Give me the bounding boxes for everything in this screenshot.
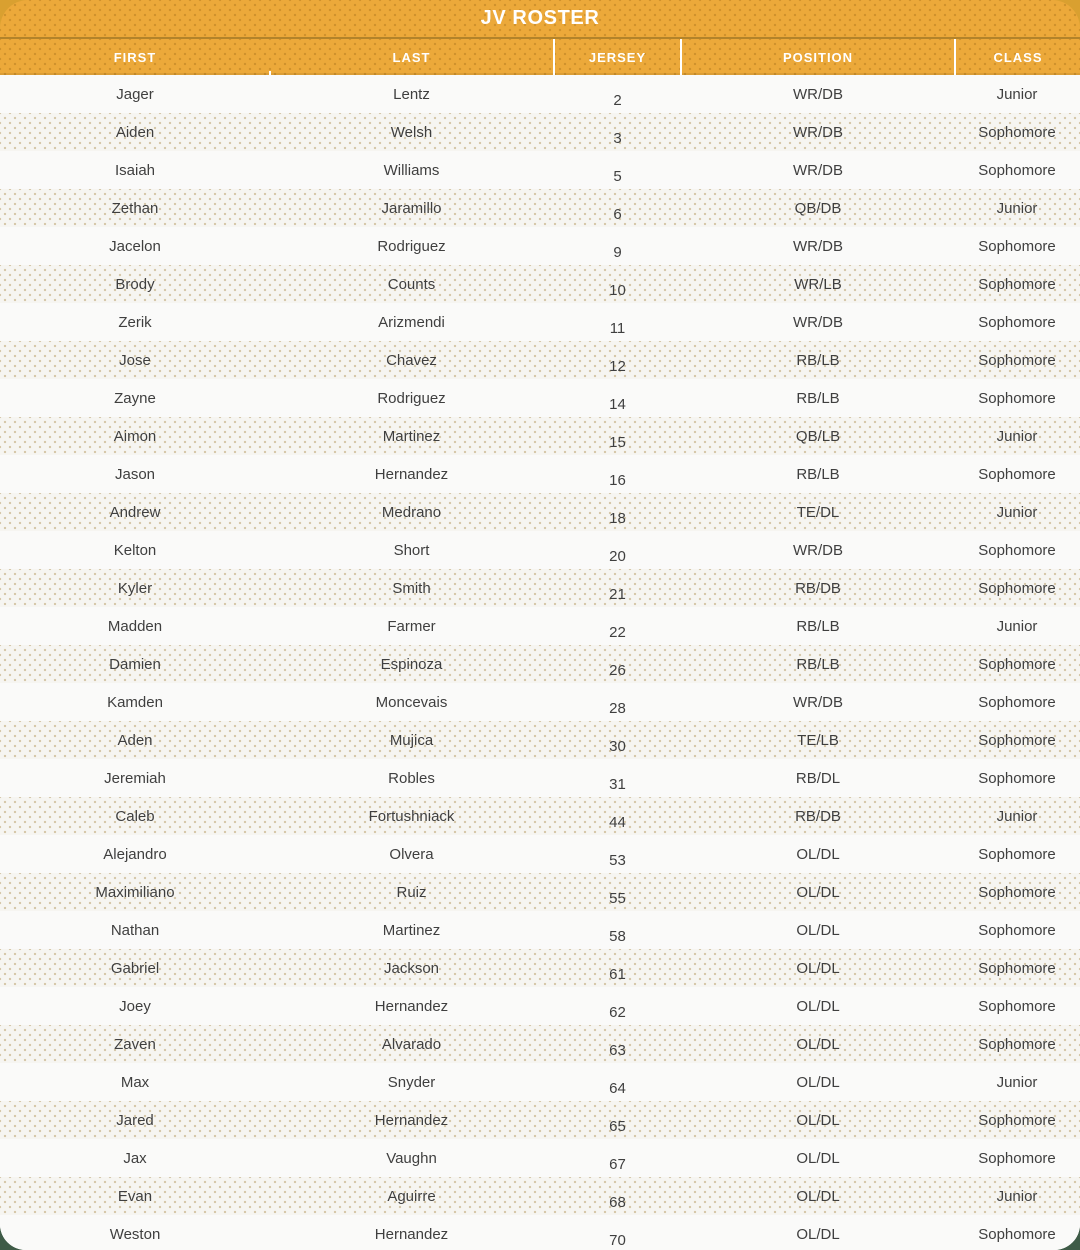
cell-class: Sophomore xyxy=(978,161,1056,179)
cell-first: Damien xyxy=(109,655,161,673)
cell-first: Nathan xyxy=(110,921,160,939)
cell-position: WR/DB xyxy=(793,541,843,559)
cell-class: Junior xyxy=(996,1187,1038,1205)
cell-position: WR/DB xyxy=(793,161,843,179)
table-row xyxy=(0,797,1080,835)
cell-jersey: 68 xyxy=(609,1193,626,1211)
cell-last: Ruiz xyxy=(396,883,427,901)
cell-position: QB/DB xyxy=(794,199,842,217)
cell-position: OL/DL xyxy=(796,1225,840,1243)
table-row xyxy=(0,949,1080,987)
cell-class: Sophomore xyxy=(978,731,1056,749)
cell-last: Chavez xyxy=(386,351,437,369)
cell-class: Sophomore xyxy=(978,465,1056,483)
cell-position: WR/DB xyxy=(793,313,843,331)
cell-class: Sophomore xyxy=(978,921,1056,939)
cell-last: Hernandez xyxy=(374,997,449,1015)
cell-last: Rodriguez xyxy=(377,389,446,407)
cell-first: Jason xyxy=(114,465,156,483)
cell-position: OL/DL xyxy=(796,1111,840,1129)
cell-position: WR/DB xyxy=(793,123,843,141)
cell-first: Aiden xyxy=(115,123,155,141)
title-bar xyxy=(0,0,1080,37)
column-header-first: FIRST xyxy=(0,39,270,75)
table-row xyxy=(0,1063,1080,1101)
table-row xyxy=(0,265,1080,303)
cell-last: Welsh xyxy=(390,123,433,141)
cell-first: Brody xyxy=(115,275,155,293)
table-row xyxy=(0,1215,1080,1250)
cell-last: Martinez xyxy=(382,427,441,445)
cell-class: Sophomore xyxy=(978,883,1056,901)
cell-first: Evan xyxy=(117,1187,153,1205)
cell-class: Sophomore xyxy=(978,997,1056,1015)
cell-class: Junior xyxy=(996,199,1038,217)
cell-position: RB/LB xyxy=(796,617,840,635)
cell-position: WR/LB xyxy=(794,275,842,293)
cell-last: Aguirre xyxy=(387,1187,436,1205)
cell-first: Jeremiah xyxy=(104,769,166,787)
cell-last: Mujica xyxy=(389,731,434,749)
cell-position: RB/LB xyxy=(796,351,840,369)
cell-position: WR/DB xyxy=(793,85,843,103)
cell-class: Sophomore xyxy=(978,389,1056,407)
column-header-class: CLASS xyxy=(954,39,1080,75)
cell-last: Hernandez xyxy=(374,1225,449,1243)
cell-position: OL/DL xyxy=(796,1035,840,1053)
cell-position: OL/DL xyxy=(796,845,840,863)
cell-last: Rodriguez xyxy=(377,237,446,255)
cell-class: Junior xyxy=(996,503,1038,521)
cell-first: Isaiah xyxy=(114,161,156,179)
cell-first: Maximiliano xyxy=(95,883,175,901)
cell-jersey: 55 xyxy=(609,889,626,907)
cell-last: Moncevais xyxy=(375,693,448,711)
table-row xyxy=(0,493,1080,531)
cell-class: Sophomore xyxy=(978,655,1056,673)
cell-jersey: 61 xyxy=(609,965,626,983)
cell-position: QB/LB xyxy=(795,427,841,445)
cell-jersey: 64 xyxy=(609,1079,626,1097)
cell-jersey: 26 xyxy=(609,661,626,679)
page-title: JV ROSTER xyxy=(480,7,600,29)
cell-first: Jared xyxy=(116,1111,154,1129)
cell-jersey: 70 xyxy=(609,1231,626,1249)
cell-position: OL/DL xyxy=(796,1149,840,1167)
cell-class: Sophomore xyxy=(978,1035,1056,1053)
cell-class: Sophomore xyxy=(978,237,1056,255)
cell-class: Sophomore xyxy=(978,1149,1056,1167)
cell-jersey: 31 xyxy=(609,775,626,793)
cell-last: Martinez xyxy=(382,921,441,939)
table-row xyxy=(0,75,1080,113)
table-row xyxy=(0,569,1080,607)
table-row xyxy=(0,151,1080,189)
cell-class: Sophomore xyxy=(978,769,1056,787)
cell-position: TE/LB xyxy=(797,731,839,749)
cell-first: Andrew xyxy=(109,503,161,521)
cell-first: Gabriel xyxy=(110,959,160,977)
table-header-row xyxy=(0,39,1080,75)
cell-last: Williams xyxy=(383,161,440,179)
cell-position: WR/DB xyxy=(793,693,843,711)
table-row xyxy=(0,1177,1080,1215)
cell-class: Sophomore xyxy=(978,351,1056,369)
table-row xyxy=(0,417,1080,455)
table-row xyxy=(0,341,1080,379)
cell-last: Hernandez xyxy=(374,465,449,483)
cell-position: RB/LB xyxy=(796,465,840,483)
cell-position: OL/DL xyxy=(796,1073,840,1091)
cell-position: WR/DB xyxy=(793,237,843,255)
table-row xyxy=(0,835,1080,873)
cell-last: Short xyxy=(393,541,430,559)
table-row xyxy=(0,911,1080,949)
cell-last: Farmer xyxy=(387,617,436,635)
cell-jersey: 65 xyxy=(609,1117,626,1135)
roster-table-body xyxy=(0,75,1080,1250)
cell-jersey: 62 xyxy=(609,1003,626,1021)
table-row xyxy=(0,721,1080,759)
cell-first: Max xyxy=(120,1073,150,1091)
cell-class: Junior xyxy=(996,85,1038,103)
cell-first: Weston xyxy=(109,1225,161,1243)
cell-position: RB/DB xyxy=(795,807,841,825)
cell-last: Robles xyxy=(388,769,435,787)
cell-jersey: 9 xyxy=(613,243,622,261)
cell-jersey: 12 xyxy=(609,357,626,375)
cell-jersey: 53 xyxy=(609,851,626,869)
cell-jersey: 14 xyxy=(609,395,626,413)
table-row xyxy=(0,759,1080,797)
cell-jersey: 5 xyxy=(613,167,622,185)
table-row xyxy=(0,1025,1080,1063)
cell-jersey: 3 xyxy=(613,129,622,147)
cell-first: Jager xyxy=(116,85,154,103)
cell-first: Jax xyxy=(123,1149,147,1167)
cell-first: Kamden xyxy=(107,693,163,711)
table-row xyxy=(0,1101,1080,1139)
table-row xyxy=(0,1139,1080,1177)
cell-class: Sophomore xyxy=(978,845,1056,863)
table-row xyxy=(0,607,1080,645)
cell-jersey: 44 xyxy=(609,813,626,831)
cell-first: Jose xyxy=(119,351,151,369)
cell-position: OL/DL xyxy=(796,1187,840,1205)
cell-jersey: 67 xyxy=(609,1155,626,1173)
column-header-last: LAST xyxy=(392,49,431,65)
cell-jersey: 22 xyxy=(609,623,626,641)
cell-first: Aden xyxy=(117,731,153,749)
cell-jersey: 2 xyxy=(613,91,622,109)
cell-first: Zethan xyxy=(111,199,159,217)
cell-jersey: 30 xyxy=(609,737,626,755)
cell-first: Joey xyxy=(119,997,151,1015)
cell-position: RB/DL xyxy=(795,769,841,787)
cell-class: Sophomore xyxy=(978,959,1056,977)
table-row xyxy=(0,113,1080,151)
cell-class: Sophomore xyxy=(978,1111,1056,1129)
cell-class: Sophomore xyxy=(978,1225,1056,1243)
cell-last: Smith xyxy=(392,579,431,597)
table-row xyxy=(0,227,1080,265)
cell-class: Sophomore xyxy=(978,579,1056,597)
column-header-position: POSITION xyxy=(782,49,854,65)
table-row xyxy=(0,531,1080,569)
cell-class: Sophomore xyxy=(978,693,1056,711)
cell-jersey: 6 xyxy=(613,205,622,223)
cell-jersey: 63 xyxy=(609,1041,626,1059)
table-row xyxy=(0,379,1080,417)
cell-first: Aimon xyxy=(113,427,157,445)
cell-jersey: 21 xyxy=(609,585,626,603)
cell-class: Sophomore xyxy=(978,123,1056,141)
cell-last: Arizmendi xyxy=(378,313,445,331)
cell-first: Caleb xyxy=(115,807,155,825)
cell-first: Zerik xyxy=(118,313,152,331)
cell-jersey: 28 xyxy=(609,699,626,717)
cell-first: Kelton xyxy=(113,541,157,559)
cell-first: Madden xyxy=(107,617,163,635)
cell-last: Snyder xyxy=(387,1073,436,1091)
cell-last: Olvera xyxy=(389,845,434,863)
table-row xyxy=(0,987,1080,1025)
cell-last: Jackson xyxy=(383,959,440,977)
table-row xyxy=(0,645,1080,683)
cell-jersey: 11 xyxy=(609,319,626,337)
cell-class: Junior xyxy=(996,427,1038,445)
cell-last: Hernandez xyxy=(374,1111,449,1129)
title-band xyxy=(0,0,1080,39)
cell-jersey: 10 xyxy=(609,281,626,299)
cell-last: Counts xyxy=(387,275,436,293)
cell-last: Vaughn xyxy=(386,1149,437,1167)
table-row xyxy=(0,303,1080,341)
cell-class: Junior xyxy=(996,617,1038,635)
cell-jersey: 20 xyxy=(609,547,626,565)
cell-position: OL/DL xyxy=(796,997,840,1015)
cell-class: Junior xyxy=(996,1073,1038,1091)
cell-first: Alejandro xyxy=(103,845,167,863)
cell-position: RB/DB xyxy=(795,579,841,597)
cell-class: Sophomore xyxy=(978,275,1056,293)
cell-last: Alvarado xyxy=(381,1035,442,1053)
cell-class: Sophomore xyxy=(978,541,1056,559)
cell-first: Zaven xyxy=(114,1035,156,1053)
cell-last: Espinoza xyxy=(380,655,443,673)
cell-jersey: 58 xyxy=(609,927,626,945)
cell-position: RB/LB xyxy=(796,389,840,407)
cell-last: Lentz xyxy=(393,85,430,103)
cell-jersey: 16 xyxy=(609,471,626,489)
cell-first: Zayne xyxy=(114,389,156,407)
column-header-jersey: JERSEY xyxy=(553,39,682,75)
cell-first: Kyler xyxy=(117,579,153,597)
cell-position: TE/DL xyxy=(796,503,840,521)
table-row xyxy=(0,189,1080,227)
cell-last: Medrano xyxy=(381,503,442,521)
cell-class: Junior xyxy=(996,807,1038,825)
table-row xyxy=(0,683,1080,721)
table-row xyxy=(0,455,1080,493)
cell-jersey: 18 xyxy=(609,509,626,527)
cell-jersey: 15 xyxy=(609,433,626,451)
cell-position: OL/DL xyxy=(796,883,840,901)
cell-position: OL/DL xyxy=(796,959,840,977)
cell-position: RB/LB xyxy=(796,655,840,673)
cell-first: Jacelon xyxy=(109,237,161,255)
cell-last: Jaramillo xyxy=(381,199,442,217)
cell-class: Sophomore xyxy=(978,313,1056,331)
cell-last: Fortushniack xyxy=(368,807,455,825)
cell-position: OL/DL xyxy=(796,921,840,939)
table-row xyxy=(0,873,1080,911)
